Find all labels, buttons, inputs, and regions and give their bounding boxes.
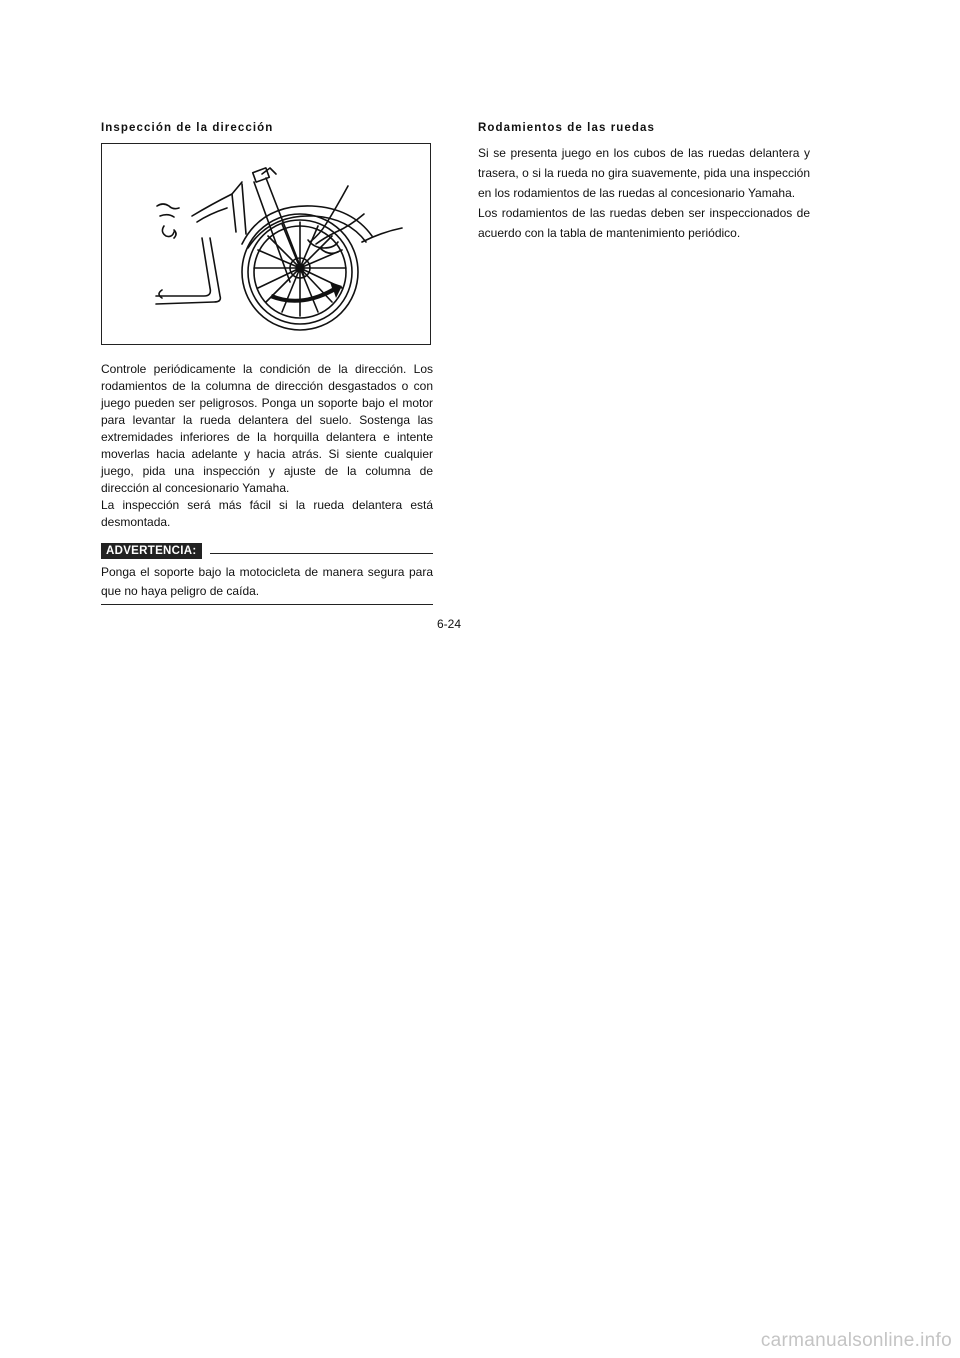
- warning-box: [101, 543, 433, 605]
- wheel-bearings-paragraph-2: Los rodamientos de las ruedas deben ser inspeccionados de acuerdo con la tabla de mantenimiento periódico.: [478, 206, 810, 240]
- wheel-bearings-title: Rodamientos de las ruedas: [478, 122, 656, 134]
- steering-inspection-title: Inspección de la dirección: [101, 122, 274, 134]
- warning-label: ADVERTENCIA:: [101, 543, 202, 559]
- watermark: carmanualsonline.info: [760, 1330, 952, 1351]
- wheel-bearings-paragraph-1: Si se presenta juego en los cubos de las ruedas delantera y trasera, o si la rueda no gira suavemente, pida una inspección en los rodamientos de las ruedas al concesionario Yamaha.: [478, 146, 810, 200]
- warning-text: Ponga el soporte bajo la motocicleta de manera segura para que no haya peligro de caída.: [101, 565, 433, 598]
- steering-paragraph-1: Controle periódicamente la condición de la dirección. Los rodamientos de la columna de dirección desgastados o con juego pueden ser peligrosos. Ponga un soporte bajo el motor para levantar la rueda delantera del suelo. Sostenga las extremidades inferiores de la horquilla delantera e intente moverlas hacia adelante y hacia atrás. Si siente cualquier juego, pida una inspección y ajuste de la columna de dirección al concesionario Yamaha.: [101, 362, 433, 495]
- left-column: [101, 122, 433, 605]
- right-column: [478, 122, 810, 243]
- warning-header: [101, 543, 433, 559]
- front-wheel-drawing: [102, 144, 432, 346]
- steering-illustration: [101, 143, 431, 345]
- page-number: 6-24: [437, 617, 462, 631]
- steering-paragraph-2: La inspección será más fácil si la rueda delantera está desmontada.: [101, 498, 433, 529]
- warning-end-rule: [101, 604, 433, 605]
- warning-rule: [210, 553, 434, 554]
